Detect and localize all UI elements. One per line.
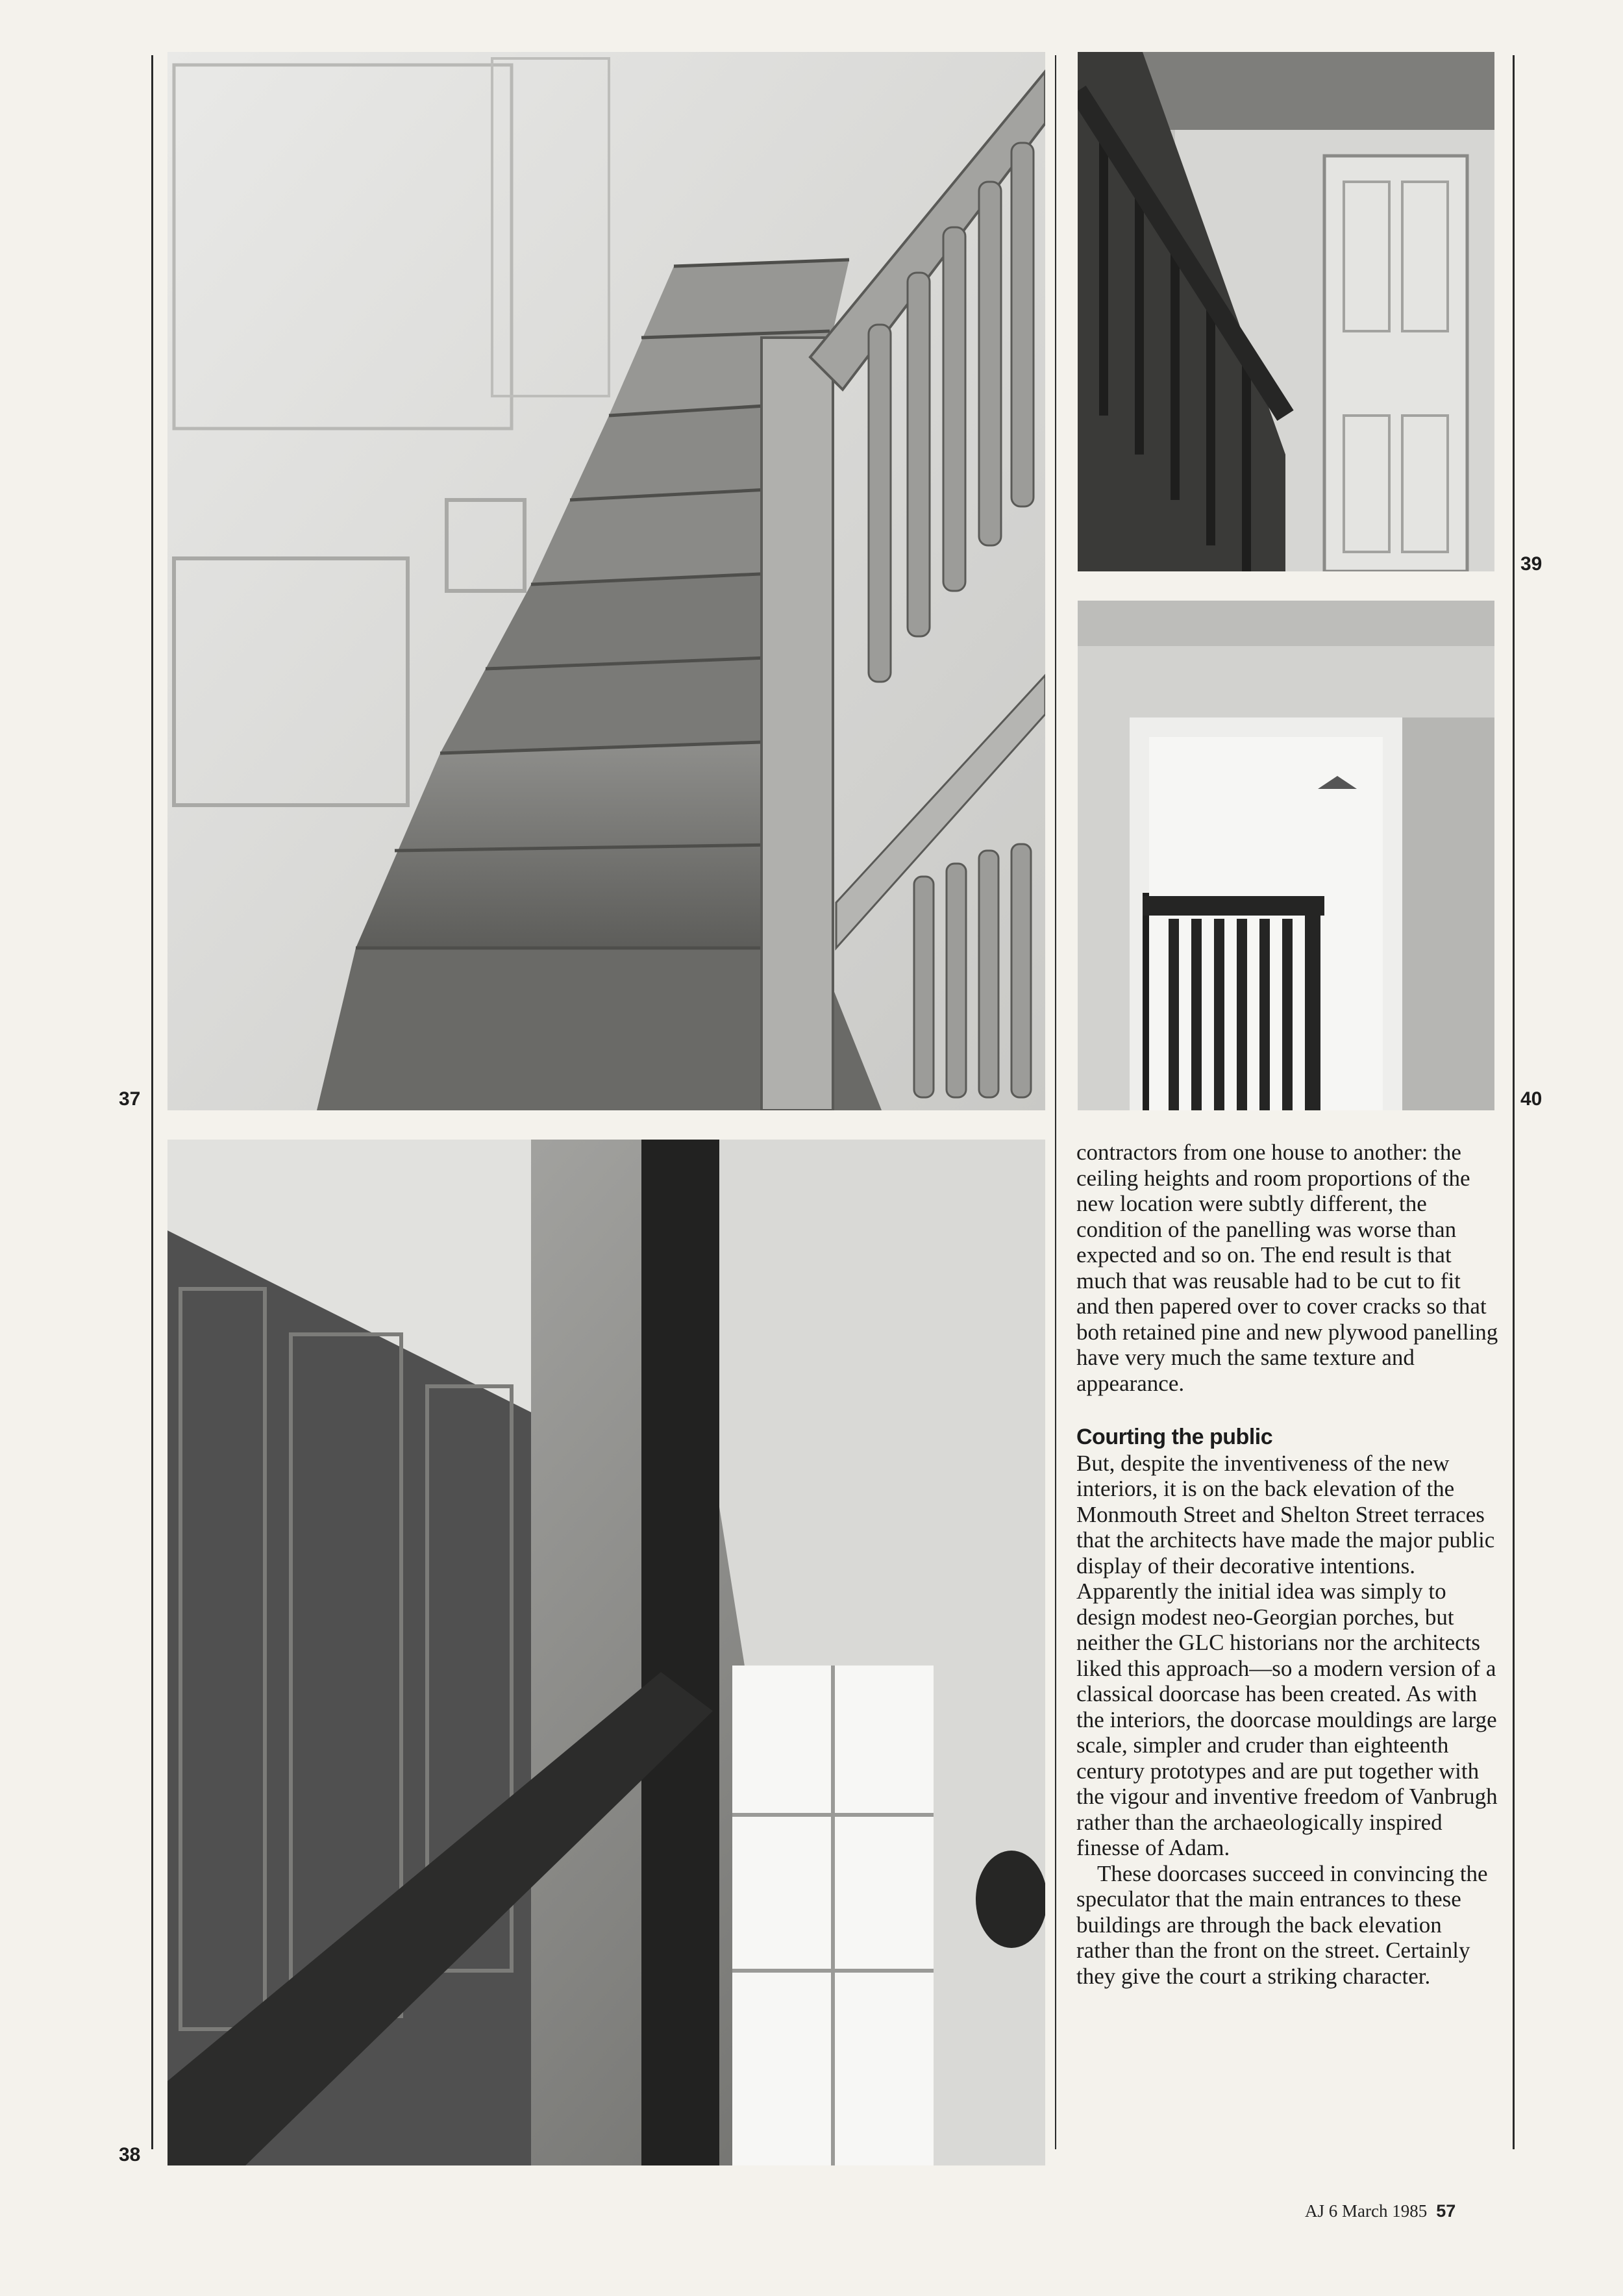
- figure-number-37: 37: [119, 1088, 141, 1110]
- photo-40-landing: [1078, 601, 1494, 1110]
- right-column-rule: [1513, 55, 1515, 2149]
- article-paragraph-3: These doorcases succeed in convincing the speculator that the main entrances to these buildings are through the back elevation rather than the front on the street. Certainly they give the court a striking character.: [1076, 1860, 1488, 1989]
- article-paragraph-2: But, despite the inventiveness of the new interiors, it is on the back elevation of the Monmouth Street and Shelton Street terraces that the architects have made the major public display of their decorative intentions. Apparently the initial idea was simply to design modest neo-Georgian porches, but neither the GLC historians nor the architects liked this approach—so a modern version of a classical doorcase has been created. As with the interiors, the doorcase mouldings are large scale, simpler and cruder than eighteenth century prototypes and are put together with the vigour and inventive freedom of Vanbrugh rather than the archaeologically inspired finesse of Adam.: [1076, 1450, 1498, 1860]
- figure-number-38: 38: [119, 2144, 141, 2165]
- photo-38-stair-window: [167, 1140, 1045, 2165]
- page-footer: [1305, 2201, 1456, 2221]
- figure-number-40: 40: [1520, 1088, 1542, 1110]
- photo-37-staircase: [167, 52, 1045, 1110]
- issue-date: AJ 6 March 1985: [1305, 2201, 1428, 2221]
- figure-number-39: 39: [1520, 553, 1542, 575]
- article-text: [1076, 1140, 1498, 1989]
- left-column-rule: [151, 55, 153, 2149]
- article-paragraph-1: contractors from one house to another: the ceiling heights and room proportions of the new location were subtly different, the condition of the panelling was worse than expected and so on. The end result is that much that was reusable had to be cut to fit and then papered over to cover cracks so that both retained pine and new plywood panelling have very much the same texture and appearance.: [1076, 1140, 1498, 1396]
- photo-39-doorway: [1078, 52, 1494, 571]
- subheading: Courting the public: [1076, 1425, 1273, 1449]
- page-number: 57: [1436, 2201, 1456, 2221]
- middle-column-rule: [1055, 55, 1056, 2149]
